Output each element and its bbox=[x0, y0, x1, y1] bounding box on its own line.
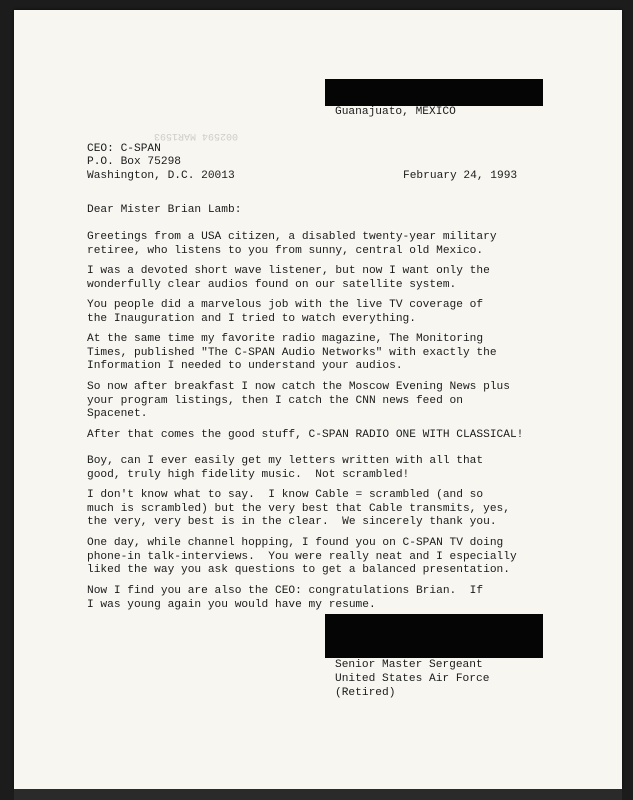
paragraph-line: much is scrambled) but the very best that Cable transmits, yes, bbox=[87, 502, 510, 515]
paragraph-radio-one bbox=[87, 429, 523, 443]
paragraph-line: Boy, can I ever easily get my letters written with all that bbox=[87, 455, 484, 467]
received-stamp: 002594 MAR1593 bbox=[154, 130, 239, 141]
recipient-line-2: P.O. Box 75298 bbox=[87, 156, 181, 168]
paragraph-ceo bbox=[87, 585, 483, 612]
signature-status: (Retired) bbox=[335, 687, 396, 699]
redacted-sender-address bbox=[325, 79, 543, 106]
paragraph-line: Information I needed to understand your audios. bbox=[87, 360, 403, 373]
paragraph-line: liked the way you ask questions to get a balanced presentation. bbox=[87, 564, 510, 577]
recipient-line-1: CEO: C-SPAN bbox=[87, 143, 161, 155]
letter-page bbox=[14, 10, 622, 789]
paragraph-line: good, truly high fidelity music. Not scrambled! bbox=[87, 468, 410, 481]
letter-date: February 24, 1993 bbox=[403, 170, 518, 182]
paragraph-line: After that comes the good stuff, C-SPAN RADIO ONE WITH CLASSICAL! bbox=[87, 429, 524, 441]
paragraph-line: retiree, who listens to you from sunny, central old Mexico. bbox=[87, 244, 484, 257]
paragraph-cable bbox=[87, 489, 510, 530]
paragraph-line: One day, while channel hopping, I found you on C-SPAN TV doing bbox=[87, 537, 504, 549]
paragraph-short-wave bbox=[87, 265, 490, 292]
paragraph-line: wonderfully clear audios found on our satellite system. bbox=[87, 278, 457, 291]
signature-branch: United States Air Force bbox=[335, 673, 490, 685]
redacted-signature bbox=[325, 614, 543, 658]
paragraph-inauguration bbox=[87, 299, 483, 326]
recipient-line-3: Washington, D.C. 20013 bbox=[87, 170, 235, 182]
paragraph-line: So now after breakfast I now catch the Moscow Evening News plus bbox=[87, 381, 510, 393]
paragraph-channel-hopping bbox=[87, 537, 517, 578]
paragraph-line: the Inauguration and I tried to watch everything. bbox=[87, 312, 416, 325]
paragraph-greetings bbox=[87, 231, 497, 258]
paragraph-line: I was a devoted short wave listener, but now I want only the bbox=[87, 265, 490, 277]
paragraph-line: the very, very best is in the clear. We sincerely thank you. bbox=[87, 516, 497, 529]
scanner-edge bbox=[14, 789, 622, 800]
paragraph-line: Times, published "The C-SPAN Audio Networks" with exactly the bbox=[87, 346, 497, 359]
paragraph-line: phone-in talk-interviews. You were really neat and I especially bbox=[87, 550, 517, 563]
paragraph-line: your program listings, then I catch the CNN news feed on bbox=[87, 394, 463, 407]
signature-rank: Senior Master Sergeant bbox=[335, 659, 483, 671]
sender-location: Guanajuato, MEXICO bbox=[335, 106, 456, 118]
paragraph-monitoring-times bbox=[87, 333, 497, 374]
paragraph-line: I was young again you would have my resume. bbox=[87, 598, 376, 611]
paragraph-line: You people did a marvelous job with the live TV coverage of bbox=[87, 299, 484, 311]
paragraph-line: Now I find you are also the CEO: congratulations Brian. If bbox=[87, 585, 484, 597]
paragraph-letters bbox=[87, 455, 483, 482]
paragraph-breakfast bbox=[87, 381, 510, 422]
salutation: Dear Mister Brian Lamb: bbox=[87, 204, 242, 216]
paragraph-line: At the same time my favorite radio magazine, The Monitoring bbox=[87, 333, 484, 345]
paragraph-line: Spacenet. bbox=[87, 408, 148, 421]
paragraph-line: I don't know what to say. I know Cable = scrambled (and so bbox=[87, 489, 484, 501]
paragraph-line: Greetings from a USA citizen, a disabled twenty-year military bbox=[87, 231, 497, 243]
